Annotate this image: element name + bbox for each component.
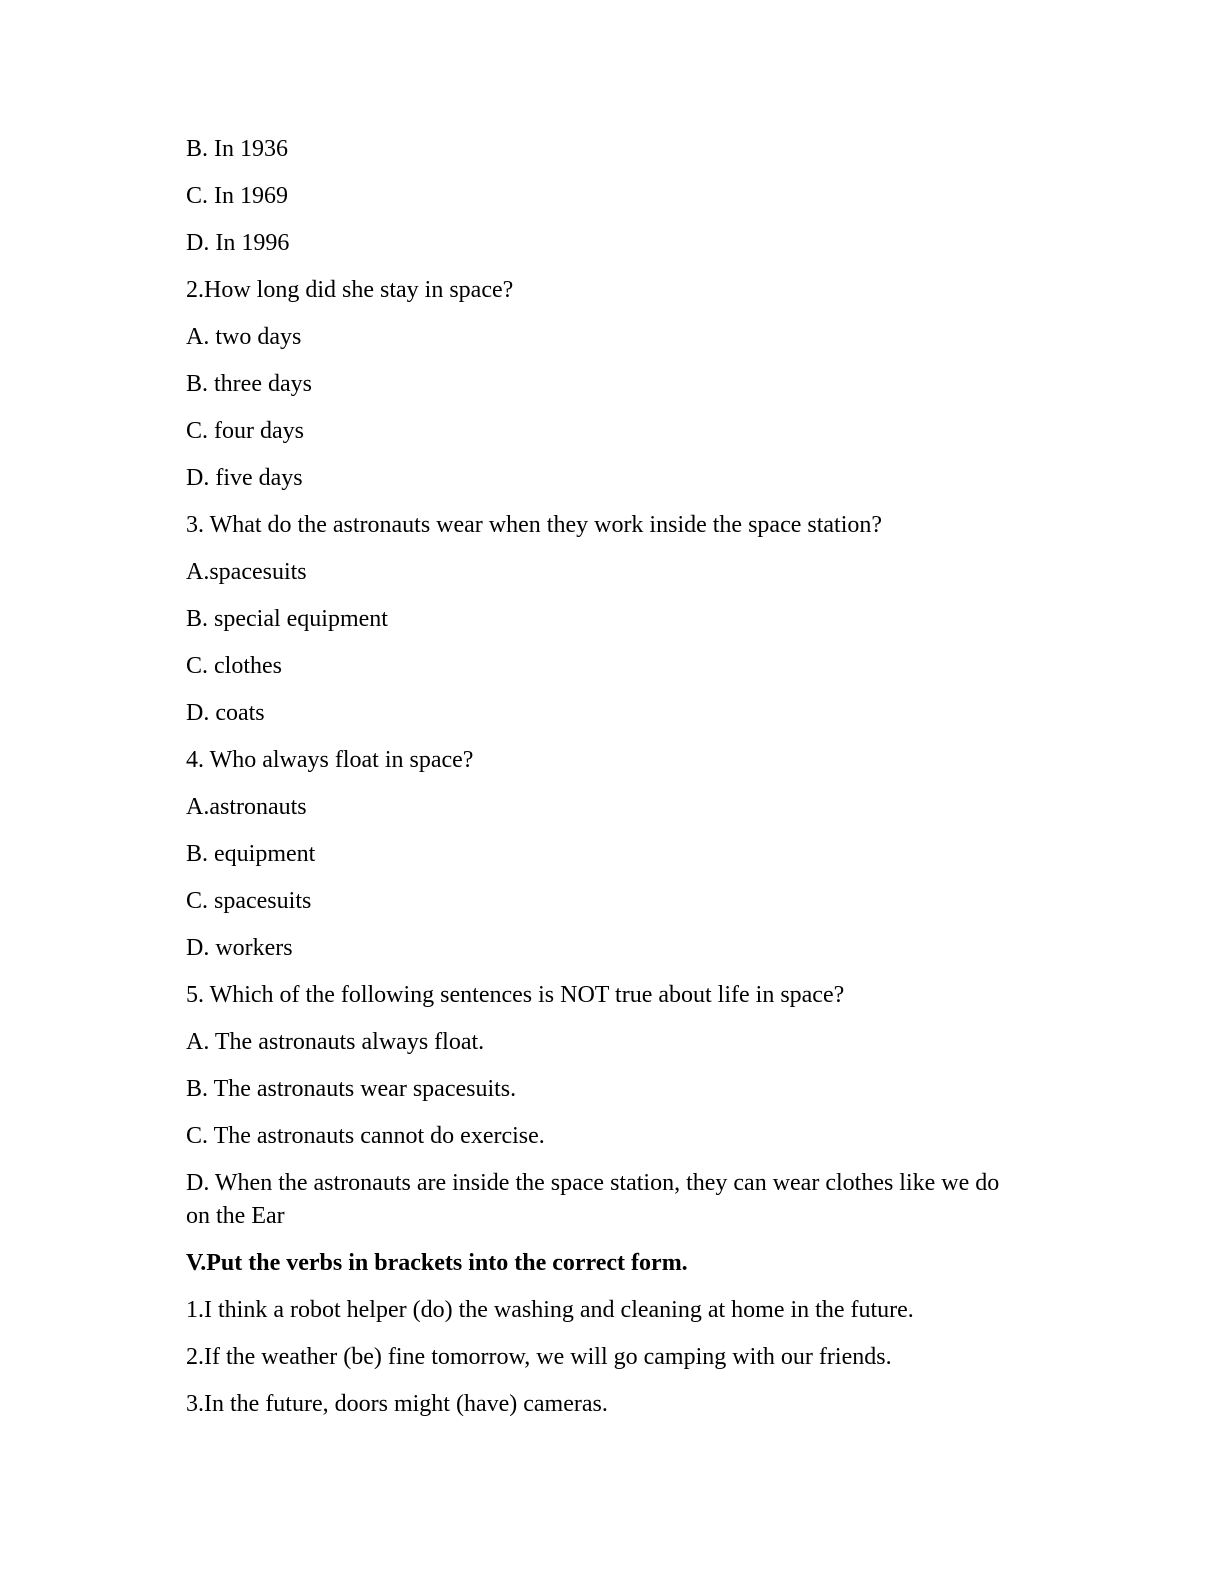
q3-question: 3. What do the astronauts wear when they work inside the space station?: [186, 512, 883, 538]
q5-option-b: B. The astronauts wear spacesuits.: [186, 1076, 517, 1102]
q3-option-a: A.spacesuits: [186, 559, 307, 585]
q2-option-d: D. five days: [186, 465, 303, 491]
q1-option-c: C. In 1969: [186, 183, 288, 209]
q1-option-b: B. In 1936: [186, 136, 288, 162]
q5-question: 5. Which of the following sentences is NOT true about life in space?: [186, 982, 845, 1008]
q1-option-d: D. In 1996: [186, 230, 290, 256]
q5-option-d: D. When the astronauts are inside the space station, they can wear clothes like we do on the Ear: [186, 1170, 1000, 1229]
q5-option-c: C. The astronauts cannot do exercise.: [186, 1123, 545, 1149]
section-v-item-1: 1.I think a robot helper (do) the washing and cleaning at home in the future.: [186, 1297, 914, 1323]
q4-question: 4. Who always float in space?: [186, 747, 474, 773]
q3-option-c: C. clothes: [186, 653, 282, 679]
q3-option-b: B. special equipment: [186, 606, 388, 632]
section-v-item-3: 3.In the future, doors might (have) cameras.: [186, 1391, 608, 1417]
q4-option-d: D. workers: [186, 935, 293, 961]
q3-option-d: D. coats: [186, 700, 265, 726]
q2-option-c: C. four days: [186, 418, 304, 444]
q2-option-b: B. three days: [186, 371, 312, 397]
q2-option-a: A. two days: [186, 324, 302, 350]
q4-option-a: A.astronauts: [186, 794, 307, 820]
q4-option-c: C. spacesuits: [186, 888, 312, 914]
section-v-heading: V.Put the verbs in brackets into the correct form.: [186, 1250, 688, 1276]
section-v-item-2: 2.If the weather (be) fine tomorrow, we will go camping with our friends.: [186, 1344, 892, 1370]
q5-option-a: A. The astronauts always float.: [186, 1029, 485, 1055]
q4-option-b: B. equipment: [186, 841, 316, 867]
q2-question: 2.How long did she stay in space?: [186, 277, 514, 303]
document-content: [186, 133, 1016, 1435]
